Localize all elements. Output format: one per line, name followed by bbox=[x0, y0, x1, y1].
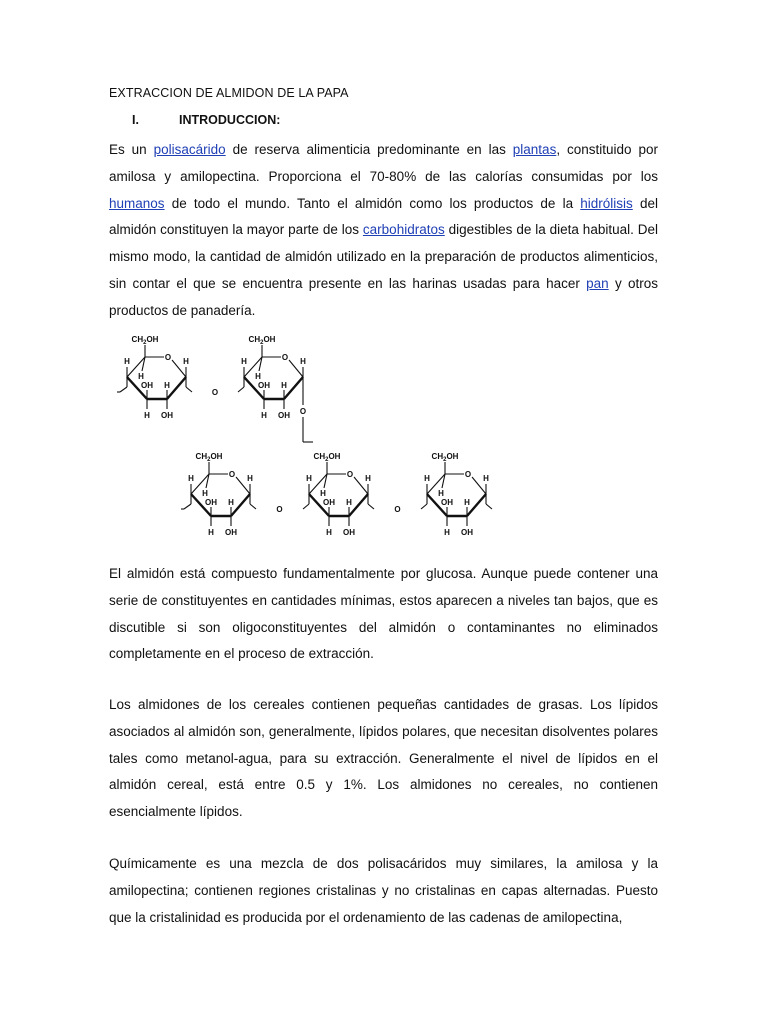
hydrogen-label: H bbox=[306, 474, 312, 483]
document-title: EXTRACCION DE ALMIDON DE LA PAPA bbox=[109, 86, 349, 100]
hydroxyl-label: OH bbox=[441, 498, 453, 507]
ring-oxygen-label: O bbox=[464, 470, 472, 479]
hydrogen-label: H bbox=[255, 372, 261, 381]
branch-oxygen-label: O bbox=[299, 407, 307, 416]
bond-line bbox=[186, 387, 192, 392]
ring-oxygen-label: O bbox=[281, 353, 289, 362]
link-plantas[interactable]: plantas bbox=[512, 142, 557, 157]
intro-text: Es un bbox=[109, 142, 154, 157]
bond-line bbox=[368, 504, 374, 509]
hydrogen-label: H bbox=[438, 489, 444, 498]
intro-text: , constituido por amilosa y amilopectina. Proporciona el 70-80% de las calorías consumidas por los bbox=[109, 142, 658, 184]
intro-text: digestibles de la dieta habitual. Del mismo modo, la cantidad de almidón utilizado en la preparación de productos alimenticios, sin contar el que se encuentra presente en las harinas usadas para hacer bbox=[109, 222, 659, 291]
hydroxyl-label: OH bbox=[205, 498, 217, 507]
hydrogen-label: H bbox=[138, 372, 144, 381]
ch2oh-label: $CH_2OH$ bbox=[431, 452, 459, 463]
bond-line bbox=[238, 387, 244, 392]
paragraph-lipidos: Los almidones de los cereales contienen pequeñas cantidades de grasas. Los lípidos asociados al almidón son, generalmente, lípidos polares, que necesitan disolventes polares tales como metanol-agua, para su extracción. Generalmente el nivel de lípidos en el almidón cereal, está entre 0.5 y 1%. Los almidones no cereales, no contienen esencialmente lípidos. bbox=[109, 697, 658, 820]
hydrogen-label: H bbox=[281, 381, 287, 390]
hydroxyl-label: OH bbox=[225, 528, 237, 537]
section-title: INTRODUCCION: bbox=[179, 113, 281, 127]
ring-oxygen-label: O bbox=[228, 470, 236, 479]
hydrogen-label: H bbox=[208, 528, 214, 537]
intro-text: del almidón constituyen la mayor parte de los bbox=[109, 195, 658, 238]
bond-line bbox=[120, 387, 127, 392]
hydrogen-label: H bbox=[124, 357, 130, 366]
hydroxyl-label: OH bbox=[278, 411, 290, 420]
hydrogen-label: H bbox=[228, 498, 234, 507]
hydroxyl-label: OH bbox=[161, 411, 173, 420]
bond-line bbox=[303, 504, 309, 509]
link-humanos[interactable]: humanos bbox=[109, 195, 165, 211]
hydrogen-label: H bbox=[241, 357, 247, 366]
ring-oxygen-label: O bbox=[164, 353, 172, 362]
hydrogen-label: H bbox=[188, 474, 194, 483]
hydrogen-label: H bbox=[424, 474, 430, 483]
ch2oh-label: $CH_2OH$ bbox=[195, 452, 223, 463]
hydrogen-label: H bbox=[346, 498, 352, 507]
amylopectin-structure-diagram bbox=[0, 330, 768, 555]
hydrogen-label: H bbox=[261, 411, 267, 420]
bond-line bbox=[421, 504, 427, 509]
hydroxyl-label: OH bbox=[343, 528, 355, 537]
intro-paragraph bbox=[109, 137, 658, 325]
ring-oxygen-label: O bbox=[346, 470, 354, 479]
hydrogen-label: H bbox=[183, 357, 189, 366]
hydrogen-label: H bbox=[483, 474, 489, 483]
paragraph-polisacaridos: Químicamente es una mezcla de dos polisacáridos muy similares, la amilosa y la amilopectina; contienen regiones cristalinas y no cristalinas en capas alternadas. Puesto que la cristalinidad es producida por el ordenamiento de las cadenas de amilopectina, bbox=[109, 856, 658, 925]
link-hidrolisis[interactable]: hidrólisis bbox=[580, 195, 633, 211]
hydroxyl-label: OH bbox=[141, 381, 153, 390]
hydrogen-label: H bbox=[164, 381, 170, 390]
link-pan[interactable]: pan bbox=[586, 275, 609, 291]
link-carbohidratos[interactable]: carbohidratos bbox=[362, 222, 445, 238]
bond-line bbox=[184, 504, 191, 509]
glycosidic-oxygen-label: O bbox=[276, 505, 283, 514]
intro-text: de reserva alimenticia predominante en las bbox=[225, 142, 513, 157]
hydrogen-label: H bbox=[464, 498, 470, 507]
hydroxyl-label: OH bbox=[323, 498, 335, 507]
intro-text: de todo el mundo. Tanto el almidón como los productos de la bbox=[164, 195, 581, 211]
section-number: I. bbox=[132, 113, 139, 127]
link-polisacarido[interactable]: polisacárido bbox=[153, 142, 226, 157]
hydrogen-label: H bbox=[144, 411, 150, 420]
hydrogen-label: H bbox=[320, 489, 326, 498]
glycosidic-oxygen-label: O bbox=[211, 388, 219, 397]
glycosidic-oxygen-label: O bbox=[394, 505, 401, 514]
intro-text: y otros productos de panadería. bbox=[109, 275, 659, 318]
hydrogen-label: H bbox=[365, 474, 371, 483]
hydrogen-label: H bbox=[326, 528, 332, 537]
hydrogen-label: H bbox=[202, 489, 208, 498]
hydrogen-label: H bbox=[444, 528, 450, 537]
ch2oh-label: $CH_2OH$ bbox=[248, 335, 276, 346]
ch2oh-label: $CH_2OH$ bbox=[313, 452, 341, 463]
hydrogen-label: H bbox=[247, 474, 253, 483]
hydroxyl-label: OH bbox=[258, 381, 270, 390]
paragraph-glucosa: El almidón está compuesto fundamentalmente por glucosa. Aunque puede contener una serie de constituyentes en cantidades mínimas, estos aparecen a niveles tan bajos, que es discutible si son oligoconstituyentes del almidón o contaminantes no eliminados completamente en el proceso de extracción. bbox=[109, 566, 658, 662]
bond-line bbox=[486, 504, 492, 509]
hydrogen-label: H bbox=[300, 357, 306, 366]
ch2oh-label: $CH_2OH$ bbox=[131, 335, 159, 346]
hydroxyl-label: OH bbox=[461, 528, 473, 537]
bond-line bbox=[250, 504, 256, 509]
